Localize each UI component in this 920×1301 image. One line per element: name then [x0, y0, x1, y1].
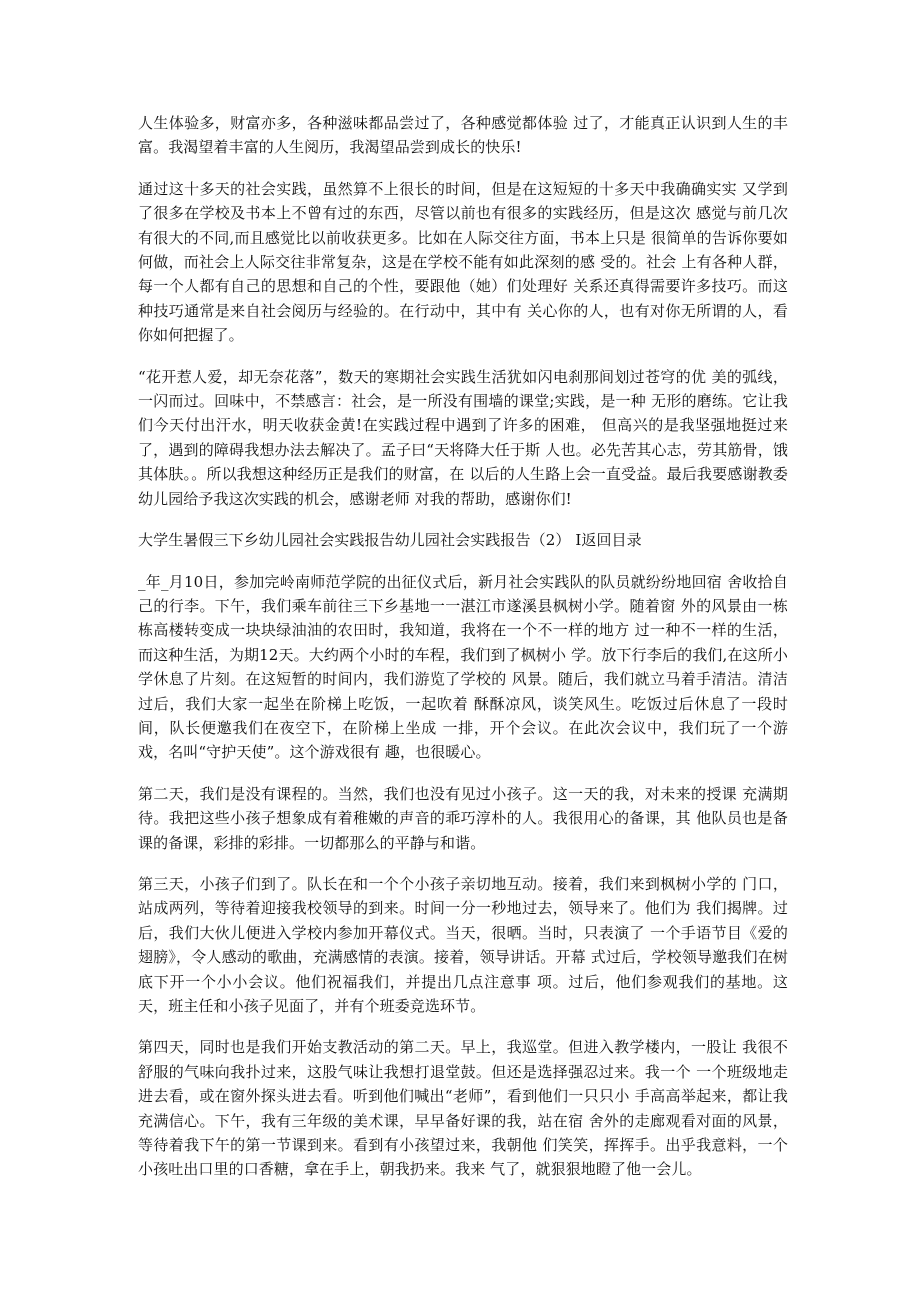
section-heading: 大学生暑假三下乡幼儿园社会实践报告幼儿园社会实践报告（2） I返回目录 — [138, 531, 642, 550]
section-paragraph-3: 第三天，小孩子们到了。队长在和一个个小孩子亲切地互动。接着，我们来到枫树小学的 门口，站成两列，等待着迎接我校领导的到来。时间一分一秒地过去，领导来了。他们为 我们揭牌。过后，我们大伙儿便进入学校内参加开幕仪式。当天，很晒。当时，只表演了 一个手语节目《爱的翅膀》，令人感动的歌曲，充满感情的表演。接着，领导讲话。开幕 式过后，学校领导邀我们在树底下开一个小小会议。他们祝福我们，并提出几点注意事 项。过后，他们参观我们的基地。这天，班主任和小孩子见面了，并有个班委竞选环节。 — [138, 874, 788, 1015]
document-page — [138, 111, 788, 1199]
section-paragraph-2: 第二天，我们是没有课程的。当然，我们也没有见过小孩子。这一天的我，对未来的授课 充满期待。我把这些小孩子想象成有着稚嫩的声音的乖巧淳朴的人。我很用心的备课，其 他队员也是备课的备课，彩排的彩排。一切都那么的平静与和谐。 — [138, 784, 788, 852]
section-paragraph-1: _年_月10日，参加完岭南师范学院的出征仪式后，新月社会实践队的队员就纷纷地回宿 舍收拾自己的行李。下午，我们乘车前往三下乡基地一一湛江市遂溪县枫树小学。随着窗 外的风景由一栋栋高楼转变成一块块绿油油的农田时，我知道，我将在一个不一样的地方 过一种不一样的生活，而这种生活，为期12天。大约两个小时的车程，我们到了枫树小 学。放下行李后的我们,在这所小学休息了片刻。在这短暂的时间内，我们游览了学校的 风景。随后，我们就立马着手清洁。清洁过后，我们大家一起坐在阶梯上吃饭，一起吹着 酥酥凉风，谈笑风生。吃饭过后休息了一段时间，队长便邀我们在夜空下，在阶梯上坐成 一排，开个会议。在此次会议中，我们玩了一个游戏，名叫“守护天使”。这个游戏很有 趣，也很暖心。 — [138, 572, 788, 762]
section-paragraph-4: 第四天，同时也是我们开始支教活动的第二天。早上，我巡堂。但进入教学楼内，一股让 我很不舒服的气味向我扑过来，这股气味让我想打退堂鼓。但还是选择强忍过来。我一个 一个班级地走进去看，或在窗外探头进去看。听到他们喊出“老师”，看到他们一只只小 手高高举起来，都让我充满信心。下午，我有三年级的美术课，早早备好课的我，站在宿 舍外的走廊观看对面的风景，等待着我下午的第一节课到来。看到有小孩望过来，我朝他 们笑笑，挥挥手。出乎我意料，一个小孩吐出口里的口香糖，拿在手上，朝我扔来。我来 气了，就狠狠地瞪了他一会儿。 — [138, 1038, 788, 1179]
paragraph-2: 通过这十多天的社会实践，虽然算不上很长的时间，但是在这短短的十多天中我确确实实 又学到了很多在学校及书本上不曾有过的东西，尽管以前也有很多的实践经历，但是这次 感觉与前几次有很大的不同,而且感觉比以前收获更多。比如在人际交往方面，书本上只是 很简单的告诉你要如何做，而社会上人际交往非常复杂，这是在学校不能有如此深刻的感 受的。社会 上有各种人群，每一个人都有自己的思想和自己的个性，要跟他（她）们处理好 关系还真得需要许多技巧。而这种技巧通常是来自社会阅历与经验的。在行动中，其中有 关心你的人，也有对你无所谓的人，看你如何把握了。 — [138, 179, 788, 345]
paragraph-1: 人生体验多，财富亦多，各种滋味都品尝过了，各种感觉都体验 过了，才能真正认识到人生的丰富。我渴望着丰富的人生阅历，我渴望品尝到成长的快乐! — [138, 114, 788, 157]
paragraph-3: “花开惹人爱，却无奈花落”，数天的寒期社会实践生活犹如闪电刹那间划过苍穹的优 美的弧线，一闪而过。回味中，不禁感言：社会，是一所没有围墙的课堂;实践，是一种 无形的磨练。它让我们今天付出汗水，明天收获金黄!在实践过程中遇到了许多的困难， 但高兴的是我坚强地挺过来了，遇到的障碍我想办法去解决了。孟子曰“天将降大任于斯 人也。必先苦其心志，劳其筋骨，饿其体肤。。所以我想这种经历正是我们的财富，在 以后的人生路上会一直受益。最后我要感谢教委幼儿园给予我这次实践的机会，感谢老师 对我的帮助，感谢你们! — [138, 367, 788, 508]
